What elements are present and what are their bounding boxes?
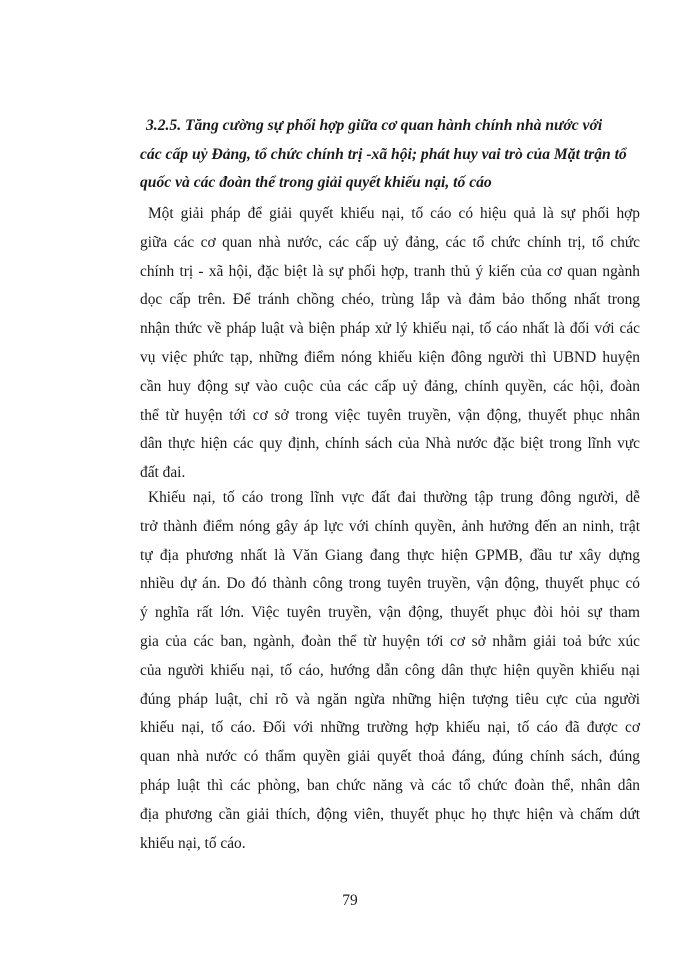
text-line: địa phương cần giải thích, động viên, thuyết phục họ thực hiện và chấm dứt — [140, 805, 640, 823]
text-line: vụ việc phức tạp, những điểm nóng khiếu kiện đông người thì UBND huyện — [140, 348, 640, 366]
page-number: 79 — [342, 892, 358, 909]
text-line: trở thành điểm nóng gây áp lực với chính quyền, ảnh hưởng đến an ninh, trật — [140, 517, 640, 535]
heading-line: các cấp uỷ Đảng, tổ chức chính trị -xã hội; phát huy vai trò của Mặt trận tổ — [140, 145, 627, 163]
text-line: giữa các cơ quan nhà nước, các cấp uỷ đảng, các tổ chức chính trị, tổ chức — [140, 233, 640, 251]
heading-line: 3.2.5. Tăng cường sự phối hợp giữa cơ quan hành chính nhà nước với — [146, 117, 603, 134]
text-line: Một giải pháp để giải quyết khiếu nại, tố cáo có hiệu quả là sự phối hợp — [148, 205, 640, 222]
text-line: tự địa phương nhất là Văn Giang đang thực hiện GPMB, đầu tư xây dựng — [140, 546, 640, 564]
text-line: dân thực hiện các quy định, chính sách của Nhà nước đặc biệt trong lĩnh vực — [140, 435, 640, 453]
text-line: nhận thức về pháp luật và biện pháp xử lý khiếu nại, tố cáo nhất là đối với các — [140, 320, 640, 338]
text-line: thể từ huyện tới cơ sở trong việc tuyên truyền, vận động, thuyết phục nhân — [140, 406, 640, 424]
text-line: khiếu nại, tố cáo. Đối với những trường hợp khiếu nại, tố cáo đã được cơ — [140, 719, 640, 737]
text-line: đúng pháp luật, chỉ rõ và ngăn ngừa những hiện tượng tiêu cực của người — [140, 690, 640, 708]
text-line: đất đai. — [140, 464, 186, 482]
text-line: cần huy động sự vào cuộc của các cấp uỷ đảng, chính quyền, các hội, đoàn — [140, 377, 640, 395]
section-heading — [140, 112, 640, 198]
text-line: nhiều dự án. Do đó thành công trong tuyên truyền, vận động, thuyết phục có — [140, 575, 640, 593]
text-line: quan nhà nước có thẩm quyền giải quyết thoả đáng, đúng chính sách, đúng — [140, 748, 640, 766]
text-line: gia của các ban, ngành, đoàn thể từ huyện tới cơ sở nhằm giải toả bức xúc — [140, 632, 640, 650]
text-line: Khiếu nại, tố cáo trong lĩnh vực đất đai thường tập trung đông người, dễ — [148, 489, 640, 506]
text-line: chính trị - xã hội, đặc biệt là sự phối hợp, tranh thủ ý kiến của cơ quan ngành — [140, 262, 640, 280]
text-line: pháp luật thì các phòng, ban chức năng và các tổ chức đoàn thể, nhân dân — [140, 776, 640, 794]
text-line: của người khiếu nại, tố cáo, hướng dẫn công dân thực hiện quyền khiếu nại — [140, 661, 640, 679]
paragraph-1 — [140, 200, 640, 488]
text-line: khiếu nại, tố cáo. — [140, 834, 246, 852]
text-line: dọc cấp trên. Để tránh chồng chéo, trùng lắp và đảm bảo thống nhất trong — [140, 291, 640, 309]
paragraph-2 — [140, 484, 640, 858]
heading-line: quốc và các đoàn thể trong giải quyết khiếu nại, tố cáo — [140, 174, 492, 191]
text-line: ý nghĩa rất lớn. Việc tuyên truyền, vận động, thuyết phục đòi hỏi sự tham — [140, 604, 640, 622]
